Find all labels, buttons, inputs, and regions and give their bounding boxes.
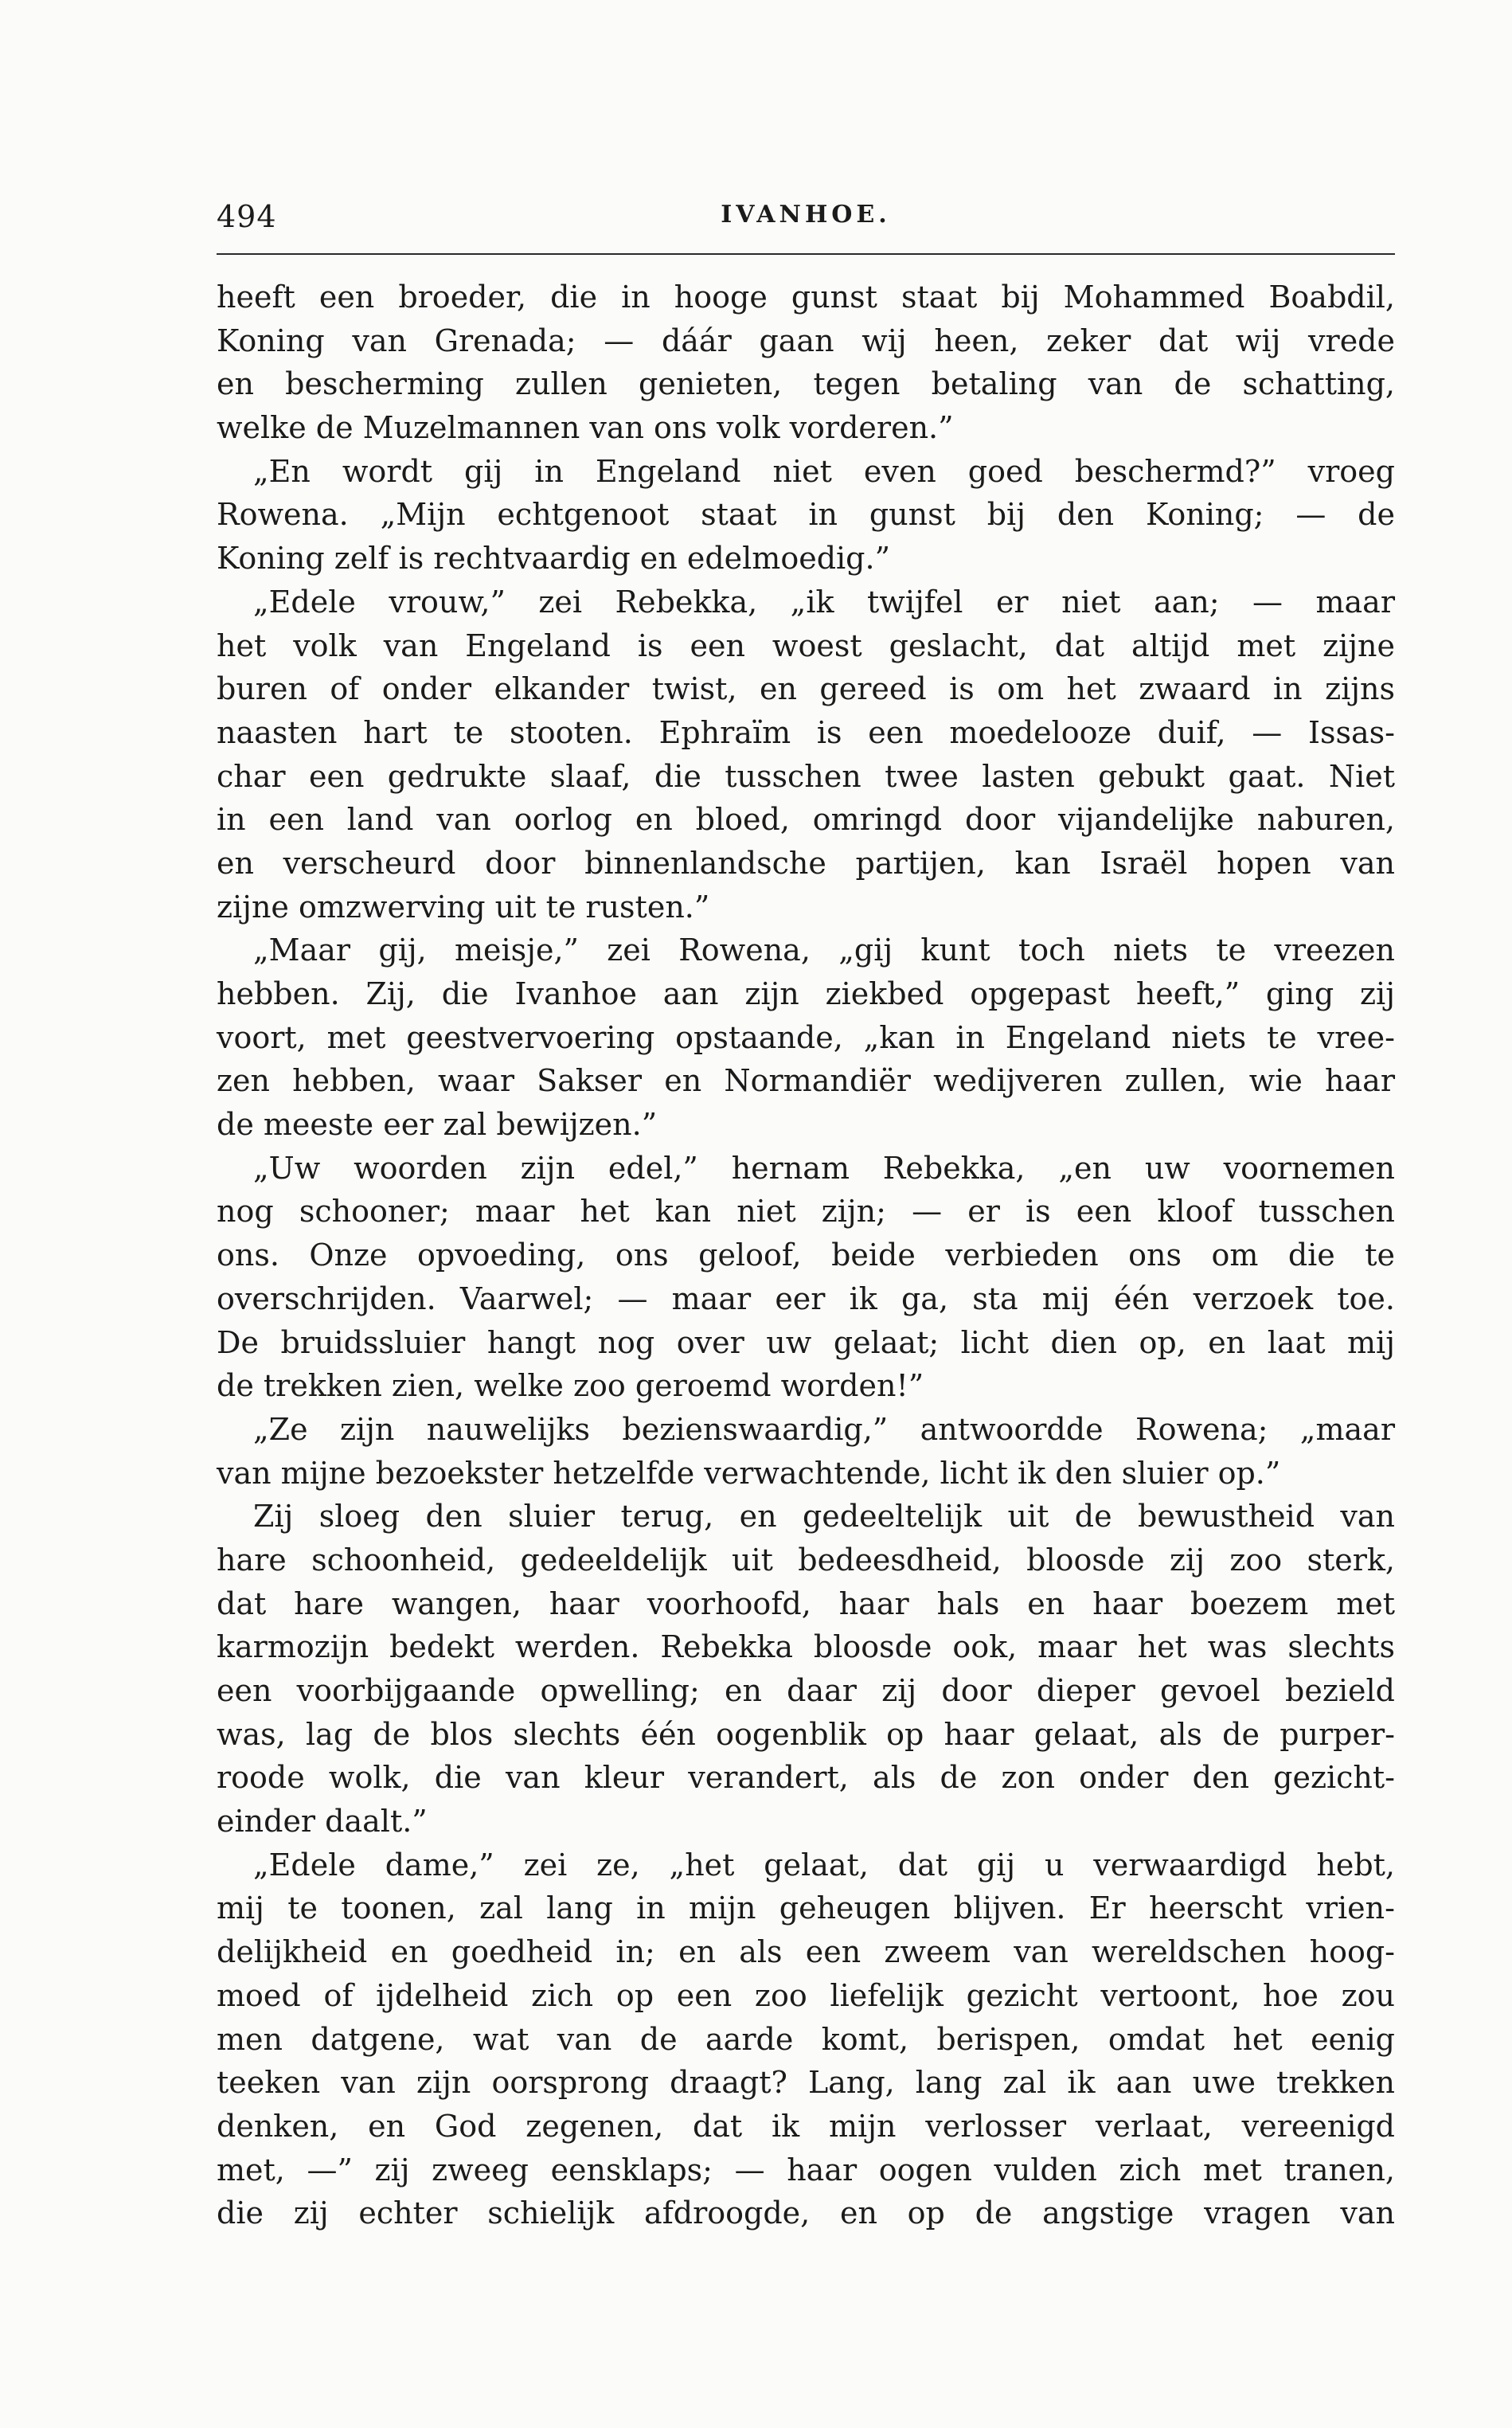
text-line: hebben. Zij, die Ivanhoe aan zijn ziekbed opgepast heeft,” ging zij: [217, 976, 1395, 1011]
page-number: 494: [217, 199, 277, 234]
text-line: overschrijden. Vaarwel; — maar eer ik ga, sta mij één verzoek toe.: [217, 1280, 1395, 1316]
text-line: char een gedrukte slaaf, die tusschen twee lasten gebukt gaat. Niet: [217, 758, 1395, 794]
text-line: Koning van Grenada; — dáár gaan wij heen, zeker dat wij vrede: [217, 323, 1395, 358]
text-line: denken, en God zegenen, dat ik mijn verlosser verlaat, vereenigd: [217, 2108, 1395, 2144]
header-rule: [217, 253, 1395, 255]
text-line: zen hebben, waar Sakser en Normandiër wedijveren zullen, wie haar: [217, 1063, 1395, 1099]
text-line: in een land van oorlog en bloed, omringd door vijandelijke naburen,: [217, 802, 1395, 838]
text-line: nog schooner; maar het kan niet zijn; — er is een kloof tusschen: [217, 1194, 1395, 1230]
running-title: IVANHOE.: [721, 201, 891, 229]
text-line: een voorbijgaande opwelling; en daar zij door dieper gevoel bezield: [217, 1673, 1395, 1708]
text-line: Rowena. „Mijn echtgenoot staat in gunst bij den Koning; — de: [217, 497, 1395, 533]
text-line: roode wolk, die van kleur verandert, als de zon onder den gezicht-: [217, 1760, 1395, 1796]
text-line: karmozijn bedekt werden. Rebekka bloosde ook, maar het was slechts: [217, 1629, 1395, 1665]
text-line: buren of onder elkander twist, en gereed is om het zwaard in zijns: [217, 671, 1395, 707]
text-line: het volk van Engeland is een woest geslacht, dat altijd met zijne: [217, 628, 1395, 663]
text-line: „Edele dame,” zei ze, „het gelaat, dat gij u verwaardigd hebt,: [253, 1847, 1395, 1883]
text-line: was, lag de blos slechts één oogenblik op haar gelaat, als de purper-: [217, 1716, 1395, 1752]
text-line: „Uw woorden zijn edel,” hernam Rebekka, „en uw voornemen: [253, 1150, 1395, 1186]
text-line: en verscheurd door binnenlandsche partijen, kan Israël hopen van: [217, 845, 1395, 881]
text-line: zijne omzwerving uit te rusten.”: [217, 889, 710, 925]
text-line: heeft een broeder, die in hooge gunst staat bij Mohammed Boabdil,: [217, 280, 1395, 315]
text-line: mij te toonen, zal lang in mijn geheugen blijven. Er heerscht vrien-: [217, 1890, 1395, 1926]
text-line: moed of ijdelheid zich op een zoo liefelijk gezicht vertoont, hoe zou: [217, 1977, 1395, 2013]
text-line: „En wordt gij in Engeland niet even goed beschermd?” vroeg: [253, 453, 1395, 489]
text-line: van mijne bezoekster hetzelfde verwachtende, licht ik den sluier op.”: [217, 1455, 1281, 1491]
text-line: welke de Muzelmannen van ons volk vorderen.”: [217, 410, 954, 446]
running-head: [217, 199, 1395, 245]
text-line: De bruidssluier hangt nog over uw gelaat; licht dien op, en laat mij: [217, 1324, 1395, 1360]
text-line: men datgene, wat van de aarde komt, berispen, omdat het eenig: [217, 2021, 1395, 2057]
text-line: de meeste eer zal bewijzen.”: [217, 1107, 658, 1143]
book-page: [217, 199, 1395, 2235]
text-line: „Edele vrouw,” zei Rebekka, „ik twijfel er niet aan; — maar: [253, 584, 1395, 620]
text-line: „Ze zijn nauwelijks bezienswaardig,” antwoordde Rowena; „maar: [253, 1411, 1395, 1447]
text-line: met, —” zij zweeg eensklaps; — haar oogen vulden zich met tranen,: [217, 2152, 1395, 2188]
text-line: Zij sloeg den sluier terug, en gedeeltelijk uit de bewustheid van: [253, 1499, 1395, 1535]
text-line: dat hare wangen, haar voorhoofd, haar hals en haar boezem met: [217, 1585, 1395, 1621]
body-text: [217, 276, 1395, 2235]
text-line: naasten hart te stooten. Ephraïm is een moedelooze duif, — Issas-: [217, 714, 1395, 750]
text-line: teeken van zijn oorsprong draagt? Lang, lang zal ik aan uwe trekken: [217, 2065, 1395, 2101]
text-line: einder daalt.”: [217, 1804, 428, 1840]
text-line: Koning zelf is rechtvaardig en edelmoedig.”: [217, 541, 891, 577]
text-line: voort, met geestvervoering opstaande, „kan in Engeland niets te vree-: [217, 1019, 1395, 1055]
text-line: en bescherming zullen genieten, tegen betaling van de schatting,: [217, 366, 1395, 402]
text-line: de trekken zien, welke zoo geroemd worden!”: [217, 1368, 924, 1404]
text-line: die zij echter schielijk afdroogde, en op de angstige vragen van: [217, 2195, 1395, 2231]
text-line: „Maar gij, meisje,” zei Rowena, „gij kunt toch niets te vreezen: [253, 932, 1395, 968]
text-line: delijkheid en goedheid in; en als een zweem van wereldschen hoog-: [217, 1934, 1395, 1970]
text-line: ons. Onze opvoeding, ons geloof, beide verbieden ons om die te: [217, 1237, 1395, 1273]
text-line: hare schoonheid, gedeeldelijk uit bedeesdheid, bloosde zij zoo sterk,: [217, 1542, 1395, 1578]
